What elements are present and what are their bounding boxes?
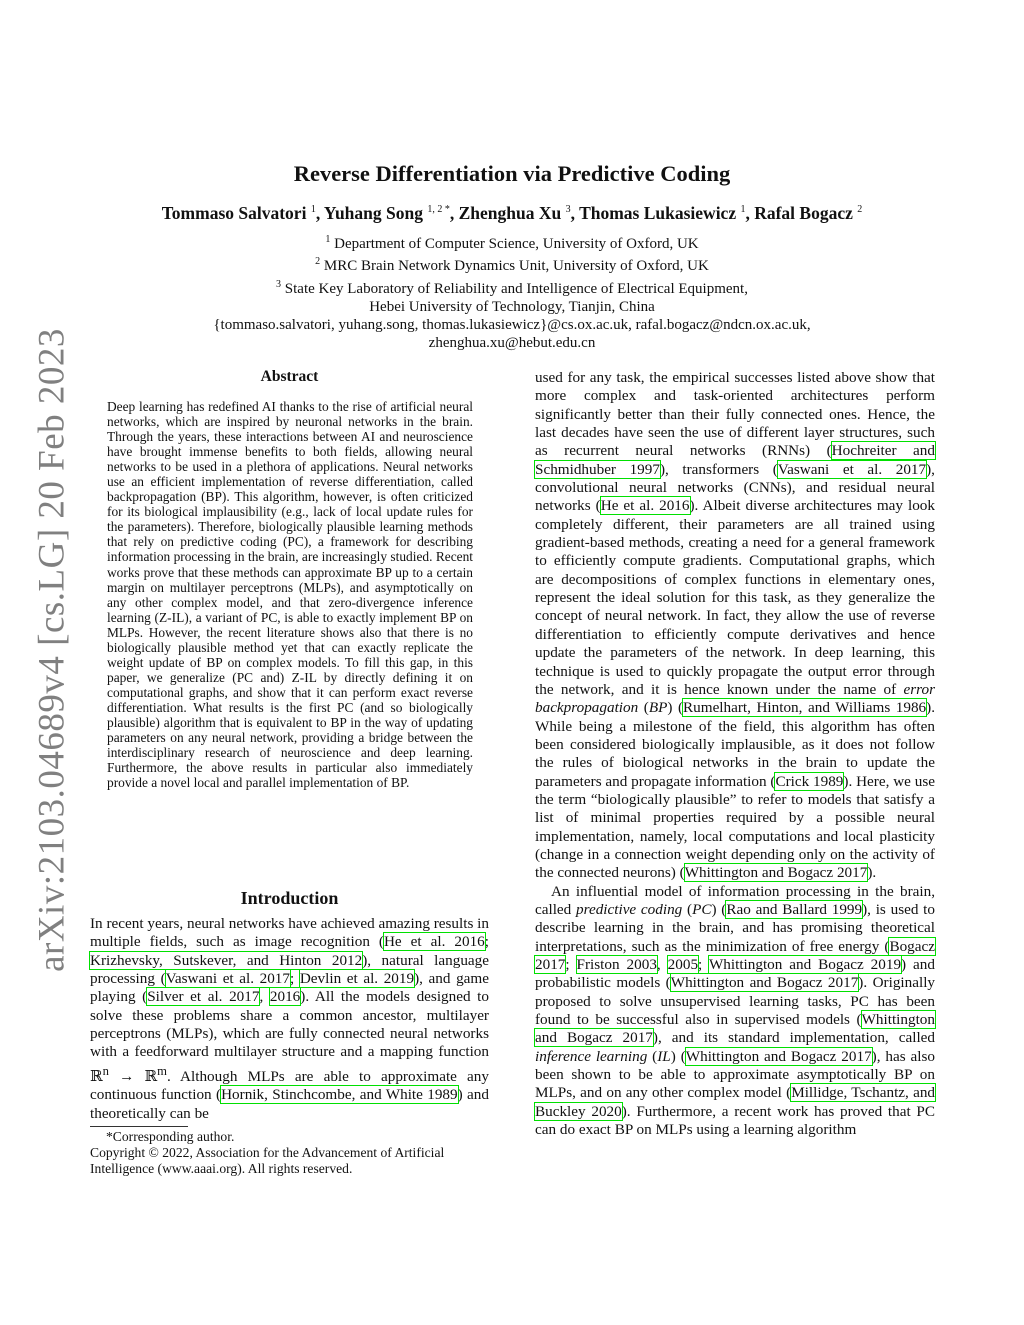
citation-link[interactable]: He et al. 2016 (600, 497, 690, 515)
citation-link[interactable]: Whittington and Bogacz 2017 (535, 1011, 935, 1047)
corresponding-author-note: *Corresponding author. (106, 1129, 235, 1144)
author-affiliation-mark: 3 (565, 204, 571, 216)
author-affiliation-mark: 1 (310, 204, 316, 216)
copyright-notice: Copyright © 2022, Association for the Advancement of Artificial Intelligence (www.aaai.org). All rights reserved. (90, 1145, 445, 1176)
affiliation-line: Hebei University of Technology, Tianjin, China (369, 298, 655, 315)
author-name: Tommaso Salvatori (161, 203, 307, 223)
email-line: {tommaso.salvatori, yuhang.song, thomas.lukasiewicz}@cs.ox.ac.uk, rafal.bogacz@ndcn.ox.ac.uk, (213, 317, 811, 334)
citation-link[interactable]: Whittington and Bogacz 2019 (708, 956, 902, 973)
email-line: zhenghua.xu@hebut.edu.cn (428, 335, 596, 352)
right-column-text (535, 369, 935, 1139)
citation-link[interactable]: Millidge, Tschantz, and Buckley 2020 (535, 1084, 936, 1120)
arxiv-identifier: arXiv:2103.04689v4 [cs.LG] 20 Feb 2023 (31, 328, 73, 972)
citation-link[interactable]: Vaswani et al. 2017 (165, 970, 290, 988)
citation-link[interactable]: Devlin et al. 2019 (299, 970, 415, 988)
affiliation-line: $^1$ Department of Computer Science, University of Oxford, UK (325, 234, 699, 252)
footnote (90, 1129, 489, 1177)
introduction-heading: Introduction (240, 888, 339, 908)
abstract-heading: Abstract (260, 368, 319, 385)
abstract-text: Deep learning has redefined AI thanks to the rise of artificial neural networks, which are inspired by neuronal networks in the brain. Through the years, these interactions between AI and neuroscience have brought immense benefits to both fields, allowing neural networks to be used in a plethora of applications. Neural networks use an efficient implementation of reverse differentiation, called backpropagation (BP). This algorithm, however, is often criticized for its biological implausibility (e.g., lack of local update rules for the parameters). Therefore, biologically plausible learning methods that rely on predictive coding (PC), a framework for describing information processing in the brain, are increasingly studied. Recent works prove that these methods can approximate BP up to a certain margin on multilayer perceptrons (MLPs), and asymptotically on any other complex model, and that zero-divergence inference learning (Z-IL), a variant of PC, is able to exactly implement BP on MLPs. However, the recent literature shows also that there is no biologically plausible method yet that can exactly replicate the weight update of BP on complex models. To fill this gap, in this paper, we generalize (PC and) Z-IL by directly defining it on computational graphs, and show that it can perform exact reverse differentiation. What results is the first PC (and so biologically plausible) algorithm that is equivalent to BP in the way of updating parameters on any neural network, providing a bridge between the interdisciplinary research of neuroscience and deep learning. Furthermore, the above results in particular also immediately provide a novel local and parallel implementation of BP. (107, 399, 473, 791)
affiliations (0, 231, 1024, 353)
citation-link[interactable]: 2005 (667, 956, 699, 973)
citation-link[interactable]: Crick 1989 (775, 772, 844, 790)
author-name: Yuhang Song (323, 203, 423, 223)
citation-link[interactable]: Vaswani et al. 2017 (777, 460, 927, 478)
citation-link[interactable]: Krizhevsky, Sutskever, and Hinton 2012 (90, 951, 363, 969)
citation-link[interactable]: Friston 2003 (576, 956, 657, 973)
footnote-divider (90, 1126, 188, 1127)
citation-link[interactable]: Rumelhart, Hinton, and Williams 1986 (683, 699, 927, 717)
citation-link[interactable]: Whittington and Bogacz 2017 (670, 974, 859, 992)
paper-title: Reverse Differentiation via Predictive Coding (293, 161, 731, 186)
citation-link[interactable]: Bogacz 2017 (535, 937, 935, 973)
author-name: Thomas Lukasiewicz (579, 203, 737, 223)
body-paragraph: An influential model of information processing in the brain, called predictive coding (PC) (Rao and Ballard 1999), is used to describe learning in the brain, and has promising theoretical interpretations, such as the minimization of free energy (Bogacz 2017; Friston 2003, 2005; Whittington and Bogacz 2019) and probabilistic models (Whittington and Bogacz 2017). Originally proposed to solve unsupervised learning tasks, PC has been found to be successful also in supervised models (Whittington and Bogacz 2017), and its standard implementation, called inference learning (IL) (Whittington and Bogacz 2017), has also been shown to be able to approximate asymptotically BP on MLPs, and on any other complex model (Millidge, Tschantz, and Buckley 2020). Furthermore, a recent work has proved that PC can do exact BP on MLPs using a learning algorithm (535, 882, 936, 1139)
citation-link[interactable]: He et al. 2016 (383, 933, 485, 951)
citation-link[interactable]: Hornik, Stinchcombe, and White 1989 (221, 1086, 458, 1104)
author-name: Rafal Bogacz (754, 203, 853, 223)
affiliation-line: $^2$ MRC Brain Network Dynamics Unit, University of Oxford, UK (315, 256, 709, 275)
author-affiliation-mark: 2 (857, 204, 863, 216)
body-paragraph: used for any task, the empirical successes listed above show that more complex and task-oriented architectures perform significantly better than their fully connected ones. Hence, the last decades have seen the use of different layer structures, such as recurrent neural networks (RNNs) (Hochreiter and Schmidhuber 1997), transformers (Vaswani et al. 2017), convolutional neural networks (CNNs), and residual neural networks (He et al. 2016). Albeit diverse architectures may look completely different, their parameters are all trained using gradient-based methods, creating a need for a general framework to efficiently compute gradients. Computational graphs, which are decompositions of complex functions in elementary ones, represent the ideal solution for this task, as they generalize the concept of neural network. In fact, they allow the use of reverse differentiation to efficiently compute derivatives and hence update the parameters of the network. In deep learning, this technique is used to quickly propagate the output error through the network, and it is hence known under the name of error backpropagation (BP) (Rumelhart, Hinton, and Williams 1986). While being a milestone of the field, this algorithm has often been considered biologically implausible, as it does not follow the rules of biological networks in the brain to update the parameters and propagate information (Crick 1989). Here, we use the term “biologically plausible” to refer to models that satisfy a list of minimal properties required by a possible neural implementation, namely, local computations and local plasticity (change in a connection weight depending only on the activity of the connected neurons) (Whittington and Bogacz 2017). (535, 369, 935, 882)
citation-link[interactable]: Silver et al. 2017 (147, 988, 260, 1006)
introduction-paragraph: In recent years, neural networks have achieved amazing results in multiple fields, such as image recognition (He et al. 2016; Krizhevsky, Sutskever, and Hinton 2012), natural language processing (Vaswani et al. 2017; Devlin et al. 2019), and game playing (Silver et al. 2017, 2016). All the models designed to solve these problems share a common ancestor, multilayer perceptrons (MLPs), which are fully connected neural networks with a feedforward multilayer structure and a mapping function ℝ$^n$ → ℝ$^m$. Although MLPs are able to approximate any continuous function (Hornik, Stinchcombe, and White 1989) and theoretically can be (90, 915, 490, 1122)
citation-link[interactable]: 2016 (269, 988, 301, 1006)
citation-link[interactable]: Rao and Ballard 1999 (726, 900, 863, 918)
author-affiliation-mark: 1 (740, 204, 746, 216)
citation-link[interactable]: Hochreiter and Schmidhuber 1997 (535, 442, 935, 478)
citation-link[interactable]: Whittington and Bogacz 2017 (684, 864, 868, 882)
author-list: Tommaso Salvatori $^1$, Yuhang Song $^{1, 2 *}$, Zhenghua Xu $^3$, Thomas Lukasiewicz $^1$, Rafal Bogacz $^2$ (161, 203, 863, 223)
affiliation-line: $^3$ State Key Laboratory of Reliability and Intelligence of Electrical Equipment, (276, 278, 748, 297)
citation-link[interactable]: Whittington and Bogacz 2017 (685, 1047, 872, 1065)
author-name: Zhenghua Xu (458, 203, 562, 223)
author-affiliation-mark: 1, 2 * (427, 204, 450, 216)
